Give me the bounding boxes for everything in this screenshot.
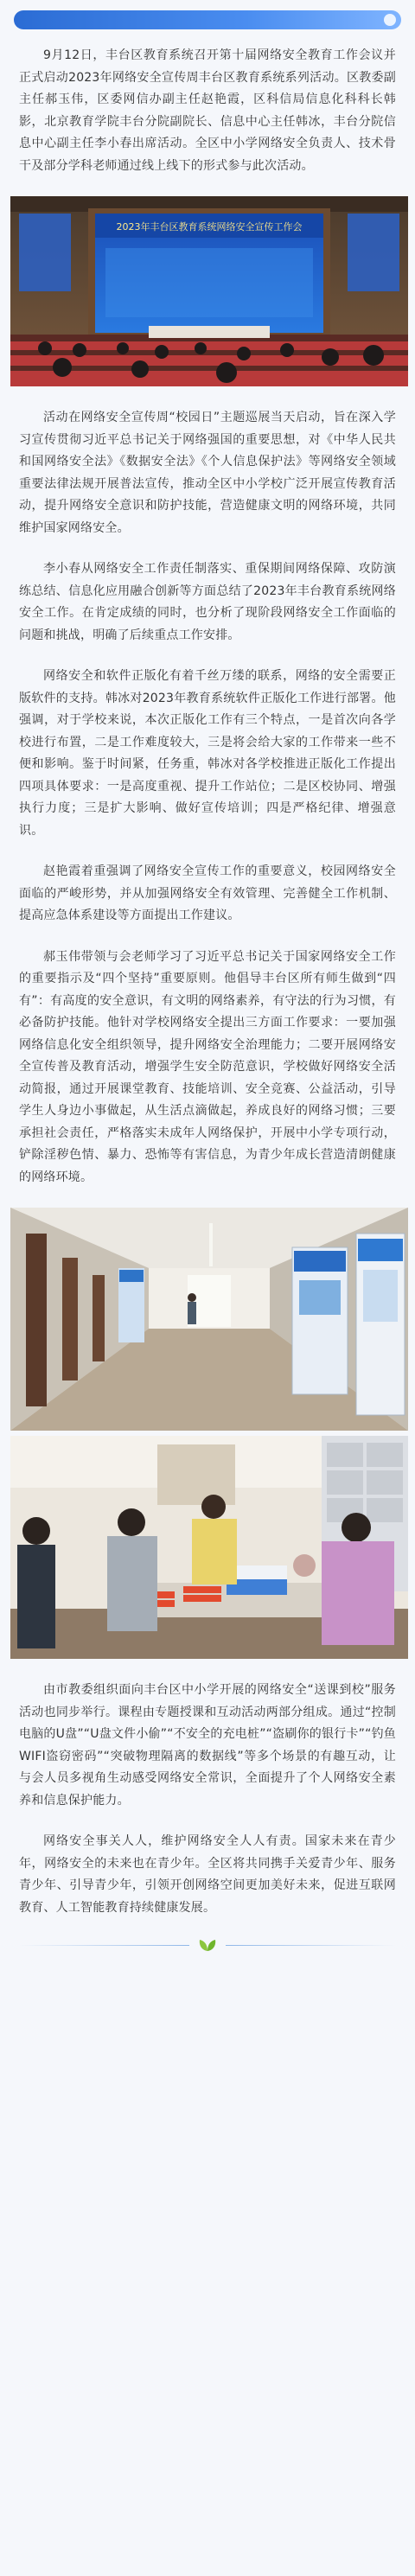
paragraph-1: 9月12日，丰台区教育系统召开第十届网络安全教育工作会议并正式启动2023年网络安全宣传周丰台区教育系统系列活动。区教委副主任郝玉伟，区委网信办副主任赵艳霞，区科信局信息化科科长韩影，北京教育学院丰台分院副院长、信息中心主任韩冰，丰台分院信息中心副主任李小春出席活动。全区中小学网络安全负责人、技术骨干及部分学科老师通过线上线下的形式参与此次活动。: [19, 48, 396, 173]
divider-line-right: [226, 1945, 396, 1946]
paragraph-5: 赵艳霞着重强调了网络安全宣传工作的重要意义，校园网络安全面临的严峻形势，并从加强网络安全有效管理、完善健全工作机制、提高应急体系建设等方面提出工作建议。: [19, 864, 396, 922]
header-bar: [14, 10, 401, 29]
header-bar-cap: [384, 14, 396, 26]
paragraph-7: 由市教委组织面向丰台区中小学开展的网络安全“送课到校”服务活动也同步举行。课程由专题授课和互动活动两部分组成。通过“控制电脑的U盘”“U盘文件小偷”“不安全的充电桩”“盗刷你的银行卡”“钓鱼WIFI盗窃密码”“突破物理隔离的数据线”等多个场景的有趣互动，让与会人员多视角生动感受网络安全常识，全面提升了个人网络安全素养和信息保护能力。: [19, 1683, 396, 1808]
leaf-icon: [196, 1938, 219, 1952]
paragraph-6: 郝玉伟带领与会老师学习了习近平总书记关于国家网络安全工作的重要指示及“四个坚持”重要原则。他倡导丰台区所有师生做到“四有”：有高度的安全意识，有文明的网络素养，有守法的行为习惯，有必备防护技能。他针对学校网络安全提出三方面工作要求：一要加强网络信息化安全组织领导，提升网络安全治理能力；二要开展网络安全宣传普及教育活动，增强学生安全防范意识，学校做好网络安全活动简报，通过开展课堂教育、技能培训、安全竞赛、公益活动，引导学生人身边小事做起，从生活点滴做起，养成良好的网络习惯；三要承担社会责任，严格落实未成年人网络保护，开展中小学专项行动，铲除淫秽色情、暴力、恐怖等有害信息，为青少年成长营造清朗健康的网络环境。: [19, 949, 396, 1184]
materials-photo: [10, 1436, 408, 1659]
meeting-photo: [10, 196, 408, 386]
paragraph-8: 网络安全事关人人，维护网络安全人人有责。国家未来在青少年，网络安全的未来也在青少年。全区将共同携手关爱青少年、服务青少年、引导青少年，引领开创网络空间更加美好未来，促进互联网教育、人工智能教育持续健康发展。: [19, 1834, 396, 1915]
banner-title: 2023年丰台区教育系统网络安全宣传工作会: [116, 221, 303, 233]
divider-line-left: [19, 1945, 189, 1946]
article-body: [10, 45, 405, 1952]
corridor-exhibition-image: [10, 1208, 408, 1431]
paragraph-2: 活动在网络安全宣传周“校园日”主题巡展当天启动，旨在深入学习宣传贯彻习近平总书记关于网络强国的重要思想，对《中华人民共和国网络安全法》《数据安全法》《个人信息保护法》等网络安全领域重要法律法规开展普法宣传，推动全区中小学校广泛开展宣传教育活动，提升网络安全意识和防护技能，营造健康文明的网络环境，共同维护国家网络安全。: [19, 411, 396, 535]
end-divider: [19, 1938, 396, 1952]
paragraph-3: 李小春从网络安全工作责任制落实、重保期间网络保障、攻防演练总结、信息化应用融合创新等方面总结了2023年丰台教育系统网络安全工作。在肯定成绩的同时，也分析了现阶段网络安全工作面临的问题和挑战，明确了后续重点工作安排。: [19, 562, 396, 642]
distributing-materials-image: [10, 1436, 408, 1659]
meeting-hall-image: [10, 196, 408, 386]
paragraph-4: 网络安全和软件正版化有着千丝万缕的联系，网络的安全需要正版软件的支持。韩冰对2023年教育系统软件正版化工作进行部署。他强调，对于学校来说，本次正版化工作有三个特点，一是首次向各学校进行布置，二是工作难度较大，三是将会给大家的工作带来一些不便和影响。鉴于时间紧，任务重，韩冰对各学校推进正版化工作提出四项具体要求：一是高度重视、提升工作站位；二是区校协同、增强执行力度；三是扩大影响、做好宣传培训；四是严格纪律、增强意识。: [19, 669, 396, 838]
corridor-photo: [10, 1208, 408, 1431]
